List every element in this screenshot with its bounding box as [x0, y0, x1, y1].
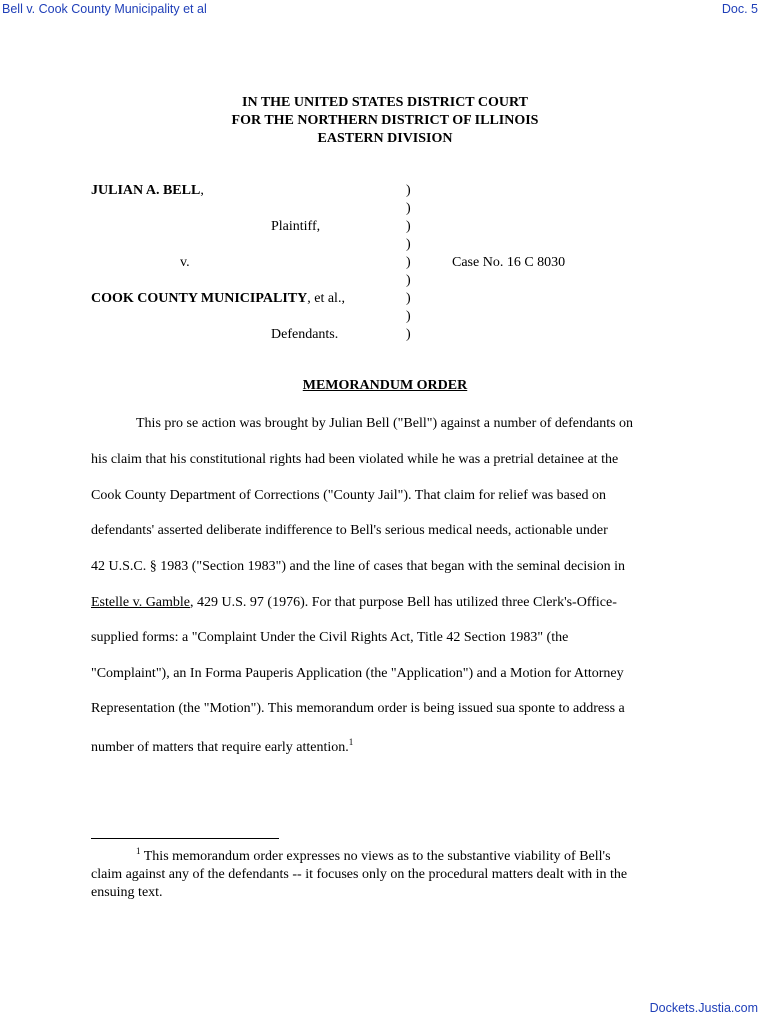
footnote-line-3: ensuing text.	[91, 885, 163, 900]
body-line-4: defendants' asserted deliberate indifference to Bell's serious medical needs, actionable under	[91, 523, 608, 538]
footnote-divider	[91, 838, 279, 839]
court-line-3: EASTERN DIVISION	[317, 131, 453, 146]
source-link[interactable]: Dockets.Justia.com	[649, 1001, 758, 1015]
document-number-link[interactable]: Doc. 5	[721, 2, 758, 16]
paren: )	[406, 273, 411, 288]
paren: )	[406, 219, 411, 234]
body-line-3: Cook County Department of Corrections ("County Jail"). That claim for relief was based on	[91, 488, 607, 503]
body-line-7: supplied forms: a "Complaint Under the Civil Rights Act, Title 42 Section 1983" (the	[91, 630, 569, 645]
defendant-role: Defendants.	[271, 327, 339, 342]
footnote-text-1: This memorandum order expresses no views as to the substantive viability of Bell's	[143, 849, 611, 864]
paren: )	[406, 237, 411, 252]
court-heading	[0, 94, 770, 148]
footnote-marker: 1	[136, 846, 141, 856]
defendant-name-text: COOK COUNTY MUNICIPALITY	[91, 291, 308, 306]
body-line-9: Representation (the "Motion"). This memorandum order is being issued sua sponte to address a	[91, 701, 625, 716]
court-line-2: FOR THE NORTHERN DISTRICT OF ILLINOIS	[231, 113, 539, 128]
body-line-6-rest: , 429 U.S. 97 (1976). For that purpose Bell has utilized three Clerk's-Office-	[190, 595, 617, 610]
case-citation: Estelle v. Gamble	[91, 595, 191, 610]
body-line-10	[91, 737, 353, 756]
paren: )	[406, 183, 411, 198]
footnote-line-1	[91, 842, 691, 866]
body-line-2: his claim that his constitutional rights had been violated while he was a pretrial detainee at the	[91, 452, 619, 467]
body-line-6	[91, 595, 617, 611]
paren: )	[406, 327, 411, 342]
defendant-name	[91, 290, 345, 308]
plaintiff-name	[91, 182, 204, 200]
case-number: Case No. 16 C 8030	[452, 255, 566, 270]
case-title-link[interactable]: Bell v. Cook County Municipality et al	[2, 2, 207, 16]
footnote-reference: 1	[348, 737, 354, 747]
plaintiff-name-text: JULIAN A. BELL	[91, 183, 201, 198]
defendant-suffix: , et al.,	[307, 291, 345, 306]
body-line-1: This pro se action was brought by Julian Bell ("Bell") against a number of defendants on	[136, 416, 634, 431]
paren: )	[406, 309, 411, 324]
paren: )	[406, 255, 411, 270]
body-line-5: 42 U.S.C. § 1983 ("Section 1983") and the line of cases that began with the seminal decision in	[91, 559, 625, 574]
versus: v.	[180, 255, 190, 270]
paren: )	[406, 201, 411, 216]
body-line-8: "Complaint"), an In Forma Pauperis Application (the "Application") and a Motion for Attorney	[91, 666, 624, 681]
court-line-1: IN THE UNITED STATES DISTRICT COURT	[242, 95, 528, 110]
footnote	[91, 842, 691, 902]
plaintiff-role: Plaintiff,	[271, 219, 321, 234]
plaintiff-suffix: ,	[200, 183, 204, 198]
paren: )	[406, 291, 411, 306]
caption-parentheses	[406, 182, 411, 344]
body-line-10-text: number of matters that require early attention.	[91, 740, 349, 755]
order-title: MEMORANDUM ORDER	[302, 378, 468, 393]
footnote-line-2: claim against any of the defendants -- it focuses only on the procedural matters dealt with in the	[91, 867, 628, 882]
